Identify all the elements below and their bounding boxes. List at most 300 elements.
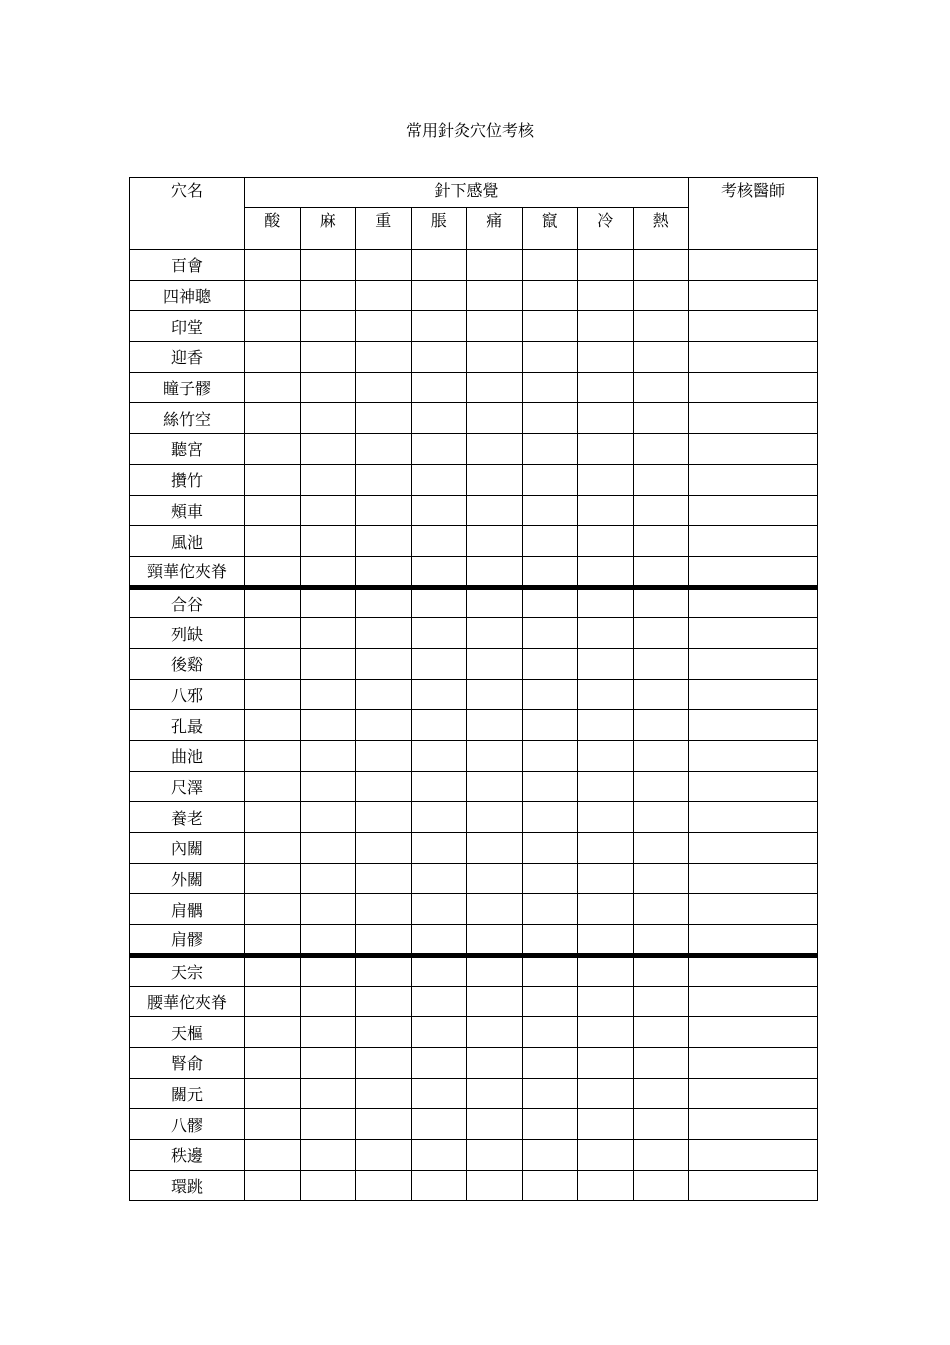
sensation-cell[interactable]	[411, 1170, 467, 1201]
sensation-cell[interactable]	[300, 464, 356, 495]
sensation-cell[interactable]	[356, 1139, 412, 1170]
sensation-cell[interactable]	[633, 955, 689, 986]
sensation-cell[interactable]	[467, 1139, 523, 1170]
sensation-cell[interactable]	[633, 1047, 689, 1078]
examiner-cell[interactable]	[689, 280, 818, 311]
sensation-cell[interactable]	[245, 311, 301, 342]
sensation-cell[interactable]	[245, 648, 301, 679]
examiner-cell[interactable]	[689, 464, 818, 495]
sensation-cell[interactable]	[578, 925, 634, 956]
examiner-cell[interactable]	[689, 802, 818, 833]
sensation-cell[interactable]	[467, 618, 523, 649]
sensation-cell[interactable]	[522, 587, 578, 618]
sensation-cell[interactable]	[300, 679, 356, 710]
sensation-cell[interactable]	[245, 925, 301, 956]
sensation-cell[interactable]	[578, 311, 634, 342]
examiner-cell[interactable]	[689, 1047, 818, 1078]
examiner-cell[interactable]	[689, 434, 818, 465]
sensation-cell[interactable]	[467, 250, 523, 281]
sensation-cell[interactable]	[411, 250, 467, 281]
sensation-cell[interactable]	[578, 1109, 634, 1140]
sensation-cell[interactable]	[411, 741, 467, 772]
sensation-cell[interactable]	[522, 1047, 578, 1078]
sensation-cell[interactable]	[300, 1170, 356, 1201]
sensation-cell[interactable]	[300, 587, 356, 618]
sensation-cell[interactable]	[245, 403, 301, 434]
sensation-cell[interactable]	[356, 311, 412, 342]
sensation-cell[interactable]	[245, 464, 301, 495]
sensation-cell[interactable]	[411, 955, 467, 986]
sensation-cell[interactable]	[522, 403, 578, 434]
examiner-cell[interactable]	[689, 1017, 818, 1048]
sensation-cell[interactable]	[356, 863, 412, 894]
sensation-cell[interactable]	[300, 925, 356, 956]
sensation-cell[interactable]	[633, 925, 689, 956]
sensation-cell[interactable]	[522, 372, 578, 403]
sensation-cell[interactable]	[245, 250, 301, 281]
sensation-cell[interactable]	[411, 495, 467, 526]
sensation-cell[interactable]	[633, 250, 689, 281]
sensation-cell[interactable]	[411, 925, 467, 956]
sensation-cell[interactable]	[633, 710, 689, 741]
sensation-cell[interactable]	[356, 1047, 412, 1078]
sensation-cell[interactable]	[300, 495, 356, 526]
sensation-cell[interactable]	[356, 556, 412, 587]
sensation-cell[interactable]	[411, 342, 467, 373]
sensation-cell[interactable]	[356, 955, 412, 986]
sensation-cell[interactable]	[522, 495, 578, 526]
sensation-cell[interactable]	[467, 741, 523, 772]
sensation-cell[interactable]	[633, 618, 689, 649]
examiner-cell[interactable]	[689, 771, 818, 802]
sensation-cell[interactable]	[245, 1139, 301, 1170]
sensation-cell[interactable]	[522, 710, 578, 741]
sensation-cell[interactable]	[633, 863, 689, 894]
sensation-cell[interactable]	[578, 1139, 634, 1170]
examiner-cell[interactable]	[689, 710, 818, 741]
examiner-cell[interactable]	[689, 342, 818, 373]
sensation-cell[interactable]	[578, 833, 634, 864]
sensation-cell[interactable]	[356, 679, 412, 710]
sensation-cell[interactable]	[467, 925, 523, 956]
sensation-cell[interactable]	[245, 1078, 301, 1109]
sensation-cell[interactable]	[467, 403, 523, 434]
sensation-cell[interactable]	[467, 955, 523, 986]
sensation-cell[interactable]	[300, 863, 356, 894]
sensation-cell[interactable]	[467, 280, 523, 311]
sensation-cell[interactable]	[633, 311, 689, 342]
sensation-cell[interactable]	[578, 403, 634, 434]
sensation-cell[interactable]	[633, 1139, 689, 1170]
sensation-cell[interactable]	[633, 280, 689, 311]
sensation-cell[interactable]	[578, 495, 634, 526]
sensation-cell[interactable]	[578, 1017, 634, 1048]
examiner-cell[interactable]	[689, 863, 818, 894]
sensation-cell[interactable]	[633, 771, 689, 802]
header-sensation: 酸	[245, 208, 301, 250]
sensation-cell[interactable]	[467, 710, 523, 741]
examiner-cell[interactable]	[689, 1139, 818, 1170]
sensation-cell[interactable]	[300, 280, 356, 311]
sensation-cell[interactable]	[300, 526, 356, 557]
sensation-cell[interactable]	[411, 280, 467, 311]
sensation-cell[interactable]	[245, 618, 301, 649]
table-row	[130, 955, 818, 986]
acupoint-name: 頸華佗夾脊	[130, 556, 245, 587]
sensation-cell[interactable]	[633, 495, 689, 526]
table-row	[130, 587, 818, 618]
sensation-cell[interactable]	[245, 986, 301, 1017]
sensation-cell[interactable]	[245, 1047, 301, 1078]
sensation-cell[interactable]	[522, 342, 578, 373]
sensation-cell[interactable]	[578, 434, 634, 465]
sensation-cell[interactable]	[300, 342, 356, 373]
table-row	[130, 679, 818, 710]
sensation-cell[interactable]	[411, 556, 467, 587]
sensation-cell[interactable]	[356, 648, 412, 679]
sensation-cell[interactable]	[245, 1170, 301, 1201]
sensation-cell[interactable]	[245, 894, 301, 925]
sensation-cell[interactable]	[411, 679, 467, 710]
examiner-cell[interactable]	[689, 495, 818, 526]
sensation-cell[interactable]	[356, 280, 412, 311]
sensation-cell[interactable]	[411, 894, 467, 925]
sensation-cell[interactable]	[522, 955, 578, 986]
sensation-cell[interactable]	[467, 802, 523, 833]
sensation-cell[interactable]	[578, 741, 634, 772]
sensation-cell[interactable]	[245, 434, 301, 465]
sensation-cell[interactable]	[467, 1017, 523, 1048]
sensation-cell[interactable]	[522, 434, 578, 465]
acupoint-name: 印堂	[130, 311, 245, 342]
sensation-cell[interactable]	[245, 802, 301, 833]
sensation-cell[interactable]	[245, 955, 301, 986]
sensation-cell[interactable]	[467, 679, 523, 710]
sensation-cell[interactable]	[522, 1139, 578, 1170]
examiner-cell[interactable]	[689, 679, 818, 710]
sensation-cell[interactable]	[633, 1109, 689, 1140]
sensation-cell[interactable]	[522, 802, 578, 833]
sensation-cell[interactable]	[356, 986, 412, 1017]
table-row	[130, 556, 818, 587]
sensation-cell[interactable]	[522, 833, 578, 864]
sensation-cell[interactable]	[522, 679, 578, 710]
sensation-cell[interactable]	[245, 526, 301, 557]
sensation-cell[interactable]	[356, 372, 412, 403]
sensation-cell[interactable]	[245, 1109, 301, 1140]
sensation-cell[interactable]	[300, 710, 356, 741]
sensation-cell[interactable]	[300, 1047, 356, 1078]
sensation-cell[interactable]	[300, 771, 356, 802]
sensation-cell[interactable]	[578, 342, 634, 373]
sensation-cell[interactable]	[245, 372, 301, 403]
sensation-cell[interactable]	[522, 464, 578, 495]
sensation-cell[interactable]	[245, 280, 301, 311]
examiner-cell[interactable]	[689, 372, 818, 403]
sensation-cell[interactable]	[467, 1109, 523, 1140]
sensation-cell[interactable]	[356, 403, 412, 434]
sensation-cell[interactable]	[467, 311, 523, 342]
sensation-cell[interactable]	[467, 372, 523, 403]
sensation-cell[interactable]	[522, 986, 578, 1017]
sensation-cell[interactable]	[467, 526, 523, 557]
sensation-cell[interactable]	[633, 464, 689, 495]
sensation-cell[interactable]	[356, 250, 412, 281]
sensation-cell[interactable]	[467, 1047, 523, 1078]
sensation-cell[interactable]	[467, 495, 523, 526]
sensation-cell[interactable]	[300, 833, 356, 864]
examiner-cell[interactable]	[689, 894, 818, 925]
sensation-cell[interactable]	[578, 372, 634, 403]
sensation-cell[interactable]	[467, 464, 523, 495]
sensation-cell[interactable]	[578, 1047, 634, 1078]
examiner-cell[interactable]	[689, 741, 818, 772]
sensation-cell[interactable]	[245, 741, 301, 772]
sensation-cell[interactable]	[300, 741, 356, 772]
sensation-cell[interactable]	[300, 434, 356, 465]
sensation-cell[interactable]	[522, 894, 578, 925]
sensation-cell[interactable]	[578, 1170, 634, 1201]
sensation-cell[interactable]	[300, 1109, 356, 1140]
sensation-cell[interactable]	[411, 833, 467, 864]
sensation-cell[interactable]	[633, 894, 689, 925]
sensation-cell[interactable]	[578, 894, 634, 925]
sensation-cell[interactable]	[411, 526, 467, 557]
sensation-cell[interactable]	[522, 1078, 578, 1109]
sensation-cell[interactable]	[300, 894, 356, 925]
table-row	[130, 342, 818, 373]
sensation-cell[interactable]	[411, 587, 467, 618]
sensation-cell[interactable]	[245, 710, 301, 741]
examiner-cell[interactable]	[689, 311, 818, 342]
sensation-cell[interactable]	[356, 495, 412, 526]
sensation-cell[interactable]	[356, 618, 412, 649]
examiner-cell[interactable]	[689, 526, 818, 557]
sensation-cell[interactable]	[356, 710, 412, 741]
sensation-cell[interactable]	[356, 342, 412, 373]
header-examiner: 考核醫師	[689, 178, 818, 250]
sensation-cell[interactable]	[633, 587, 689, 618]
examiner-cell[interactable]	[689, 1170, 818, 1201]
sensation-cell[interactable]	[633, 526, 689, 557]
sensation-cell[interactable]	[300, 403, 356, 434]
sensation-cell[interactable]	[245, 342, 301, 373]
sensation-cell[interactable]	[245, 833, 301, 864]
sensation-cell[interactable]	[356, 1078, 412, 1109]
sensation-cell[interactable]	[300, 1017, 356, 1048]
sensation-cell[interactable]	[300, 648, 356, 679]
examiner-cell[interactable]	[689, 556, 818, 587]
sensation-cell[interactable]	[300, 372, 356, 403]
sensation-cell[interactable]	[411, 863, 467, 894]
sensation-cell[interactable]	[578, 771, 634, 802]
sensation-cell[interactable]	[467, 648, 523, 679]
examiner-cell[interactable]	[689, 955, 818, 986]
sensation-cell[interactable]	[522, 618, 578, 649]
sensation-cell[interactable]	[522, 741, 578, 772]
sensation-cell[interactable]	[578, 556, 634, 587]
sensation-cell[interactable]	[356, 434, 412, 465]
sensation-cell[interactable]	[633, 342, 689, 373]
sensation-cell[interactable]	[245, 495, 301, 526]
sensation-cell[interactable]	[522, 250, 578, 281]
sensation-cell[interactable]	[411, 710, 467, 741]
sensation-cell[interactable]	[633, 741, 689, 772]
sensation-cell[interactable]	[522, 280, 578, 311]
sensation-cell[interactable]	[300, 1078, 356, 1109]
sensation-cell[interactable]	[633, 802, 689, 833]
sensation-cell[interactable]	[245, 1017, 301, 1048]
acupoint-name: 後谿	[130, 648, 245, 679]
sensation-cell[interactable]	[300, 618, 356, 649]
sensation-cell[interactable]	[522, 925, 578, 956]
sensation-cell[interactable]	[356, 925, 412, 956]
sensation-cell[interactable]	[633, 1078, 689, 1109]
table-row	[130, 618, 818, 649]
sensation-cell[interactable]	[245, 863, 301, 894]
sensation-cell[interactable]	[522, 863, 578, 894]
sensation-cell[interactable]	[467, 771, 523, 802]
table-row	[130, 1017, 818, 1048]
sensation-cell[interactable]	[467, 863, 523, 894]
examiner-cell[interactable]	[689, 250, 818, 281]
examiner-cell[interactable]	[689, 1078, 818, 1109]
sensation-cell[interactable]	[411, 618, 467, 649]
sensation-cell[interactable]	[356, 1170, 412, 1201]
sensation-cell[interactable]	[522, 526, 578, 557]
sensation-cell[interactable]	[522, 311, 578, 342]
sensation-cell[interactable]	[578, 526, 634, 557]
sensation-cell[interactable]	[578, 955, 634, 986]
sensation-cell[interactable]	[411, 771, 467, 802]
sensation-cell[interactable]	[411, 311, 467, 342]
sensation-cell[interactable]	[578, 679, 634, 710]
sensation-cell[interactable]	[578, 986, 634, 1017]
examiner-cell[interactable]	[689, 618, 818, 649]
sensation-cell[interactable]	[522, 771, 578, 802]
sensation-cell[interactable]	[356, 1109, 412, 1140]
sensation-cell[interactable]	[578, 280, 634, 311]
sensation-cell[interactable]	[411, 1047, 467, 1078]
sensation-cell[interactable]	[245, 556, 301, 587]
sensation-cell[interactable]	[633, 403, 689, 434]
sensation-cell[interactable]	[633, 1017, 689, 1048]
sensation-cell[interactable]	[300, 1139, 356, 1170]
examiner-cell[interactable]	[689, 648, 818, 679]
sensation-cell[interactable]	[633, 372, 689, 403]
sensation-cell[interactable]	[300, 986, 356, 1017]
acupoint-name: 秩邊	[130, 1139, 245, 1170]
sensation-cell[interactable]	[578, 648, 634, 679]
sensation-cell[interactable]	[467, 894, 523, 925]
sensation-cell[interactable]	[522, 1170, 578, 1201]
sensation-cell[interactable]	[467, 833, 523, 864]
sensation-cell[interactable]	[300, 802, 356, 833]
sensation-cell[interactable]	[411, 1139, 467, 1170]
sensation-cell[interactable]	[300, 250, 356, 281]
sensation-cell[interactable]	[522, 1109, 578, 1140]
sensation-cell[interactable]	[467, 342, 523, 373]
sensation-cell[interactable]	[411, 464, 467, 495]
sensation-cell[interactable]	[411, 802, 467, 833]
sensation-cell[interactable]	[411, 1109, 467, 1140]
sensation-cell[interactable]	[578, 802, 634, 833]
sensation-cell[interactable]	[633, 556, 689, 587]
table-row	[130, 1047, 818, 1078]
sensation-cell[interactable]	[467, 587, 523, 618]
sensation-cell[interactable]	[356, 833, 412, 864]
examiner-cell[interactable]	[689, 587, 818, 618]
sensation-cell[interactable]	[578, 1078, 634, 1109]
sensation-cell[interactable]	[522, 648, 578, 679]
header-sensation: 冷	[578, 208, 634, 250]
sensation-cell[interactable]	[411, 986, 467, 1017]
sensation-cell[interactable]	[633, 648, 689, 679]
sensation-cell[interactable]	[578, 587, 634, 618]
sensation-cell[interactable]	[633, 1170, 689, 1201]
sensation-cell[interactable]	[578, 464, 634, 495]
sensation-cell[interactable]	[578, 863, 634, 894]
sensation-cell[interactable]	[578, 250, 634, 281]
examiner-cell[interactable]	[689, 986, 818, 1017]
sensation-cell[interactable]	[356, 894, 412, 925]
table-row	[130, 280, 818, 311]
sensation-cell[interactable]	[356, 802, 412, 833]
acupoint-name: 列缺	[130, 618, 245, 649]
examiner-cell[interactable]	[689, 833, 818, 864]
table-row	[130, 495, 818, 526]
sensation-cell[interactable]	[633, 833, 689, 864]
sensation-cell[interactable]	[578, 710, 634, 741]
sensation-cell[interactable]	[467, 1170, 523, 1201]
sensation-cell[interactable]	[300, 556, 356, 587]
sensation-cell[interactable]	[467, 556, 523, 587]
sensation-cell[interactable]	[633, 679, 689, 710]
sensation-cell[interactable]	[300, 311, 356, 342]
sensation-cell[interactable]	[356, 771, 412, 802]
table-row	[130, 1139, 818, 1170]
sensation-cell[interactable]	[300, 955, 356, 986]
sensation-cell[interactable]	[411, 403, 467, 434]
sensation-cell[interactable]	[411, 372, 467, 403]
sensation-cell[interactable]	[467, 1078, 523, 1109]
sensation-cell[interactable]	[411, 1078, 467, 1109]
examiner-cell[interactable]	[689, 1109, 818, 1140]
sensation-cell[interactable]	[411, 434, 467, 465]
sensation-cell[interactable]	[411, 648, 467, 679]
table-row	[130, 833, 818, 864]
sensation-cell[interactable]	[522, 1017, 578, 1048]
sensation-cell[interactable]	[245, 679, 301, 710]
sensation-cell[interactable]	[633, 986, 689, 1017]
examiner-cell[interactable]	[689, 403, 818, 434]
sensation-cell[interactable]	[522, 556, 578, 587]
sensation-cell[interactable]	[411, 1017, 467, 1048]
examiner-cell[interactable]	[689, 925, 818, 956]
sensation-cell[interactable]	[356, 1017, 412, 1048]
sensation-cell[interactable]	[356, 587, 412, 618]
sensation-cell[interactable]	[356, 526, 412, 557]
sensation-cell[interactable]	[467, 986, 523, 1017]
sensation-cell[interactable]	[467, 434, 523, 465]
sensation-cell[interactable]	[245, 771, 301, 802]
acupoint-name: 聽宮	[130, 434, 245, 465]
sensation-cell[interactable]	[633, 434, 689, 465]
sensation-cell[interactable]	[356, 464, 412, 495]
sensation-cell[interactable]	[356, 741, 412, 772]
sensation-cell[interactable]	[245, 587, 301, 618]
sensation-cell[interactable]	[578, 618, 634, 649]
